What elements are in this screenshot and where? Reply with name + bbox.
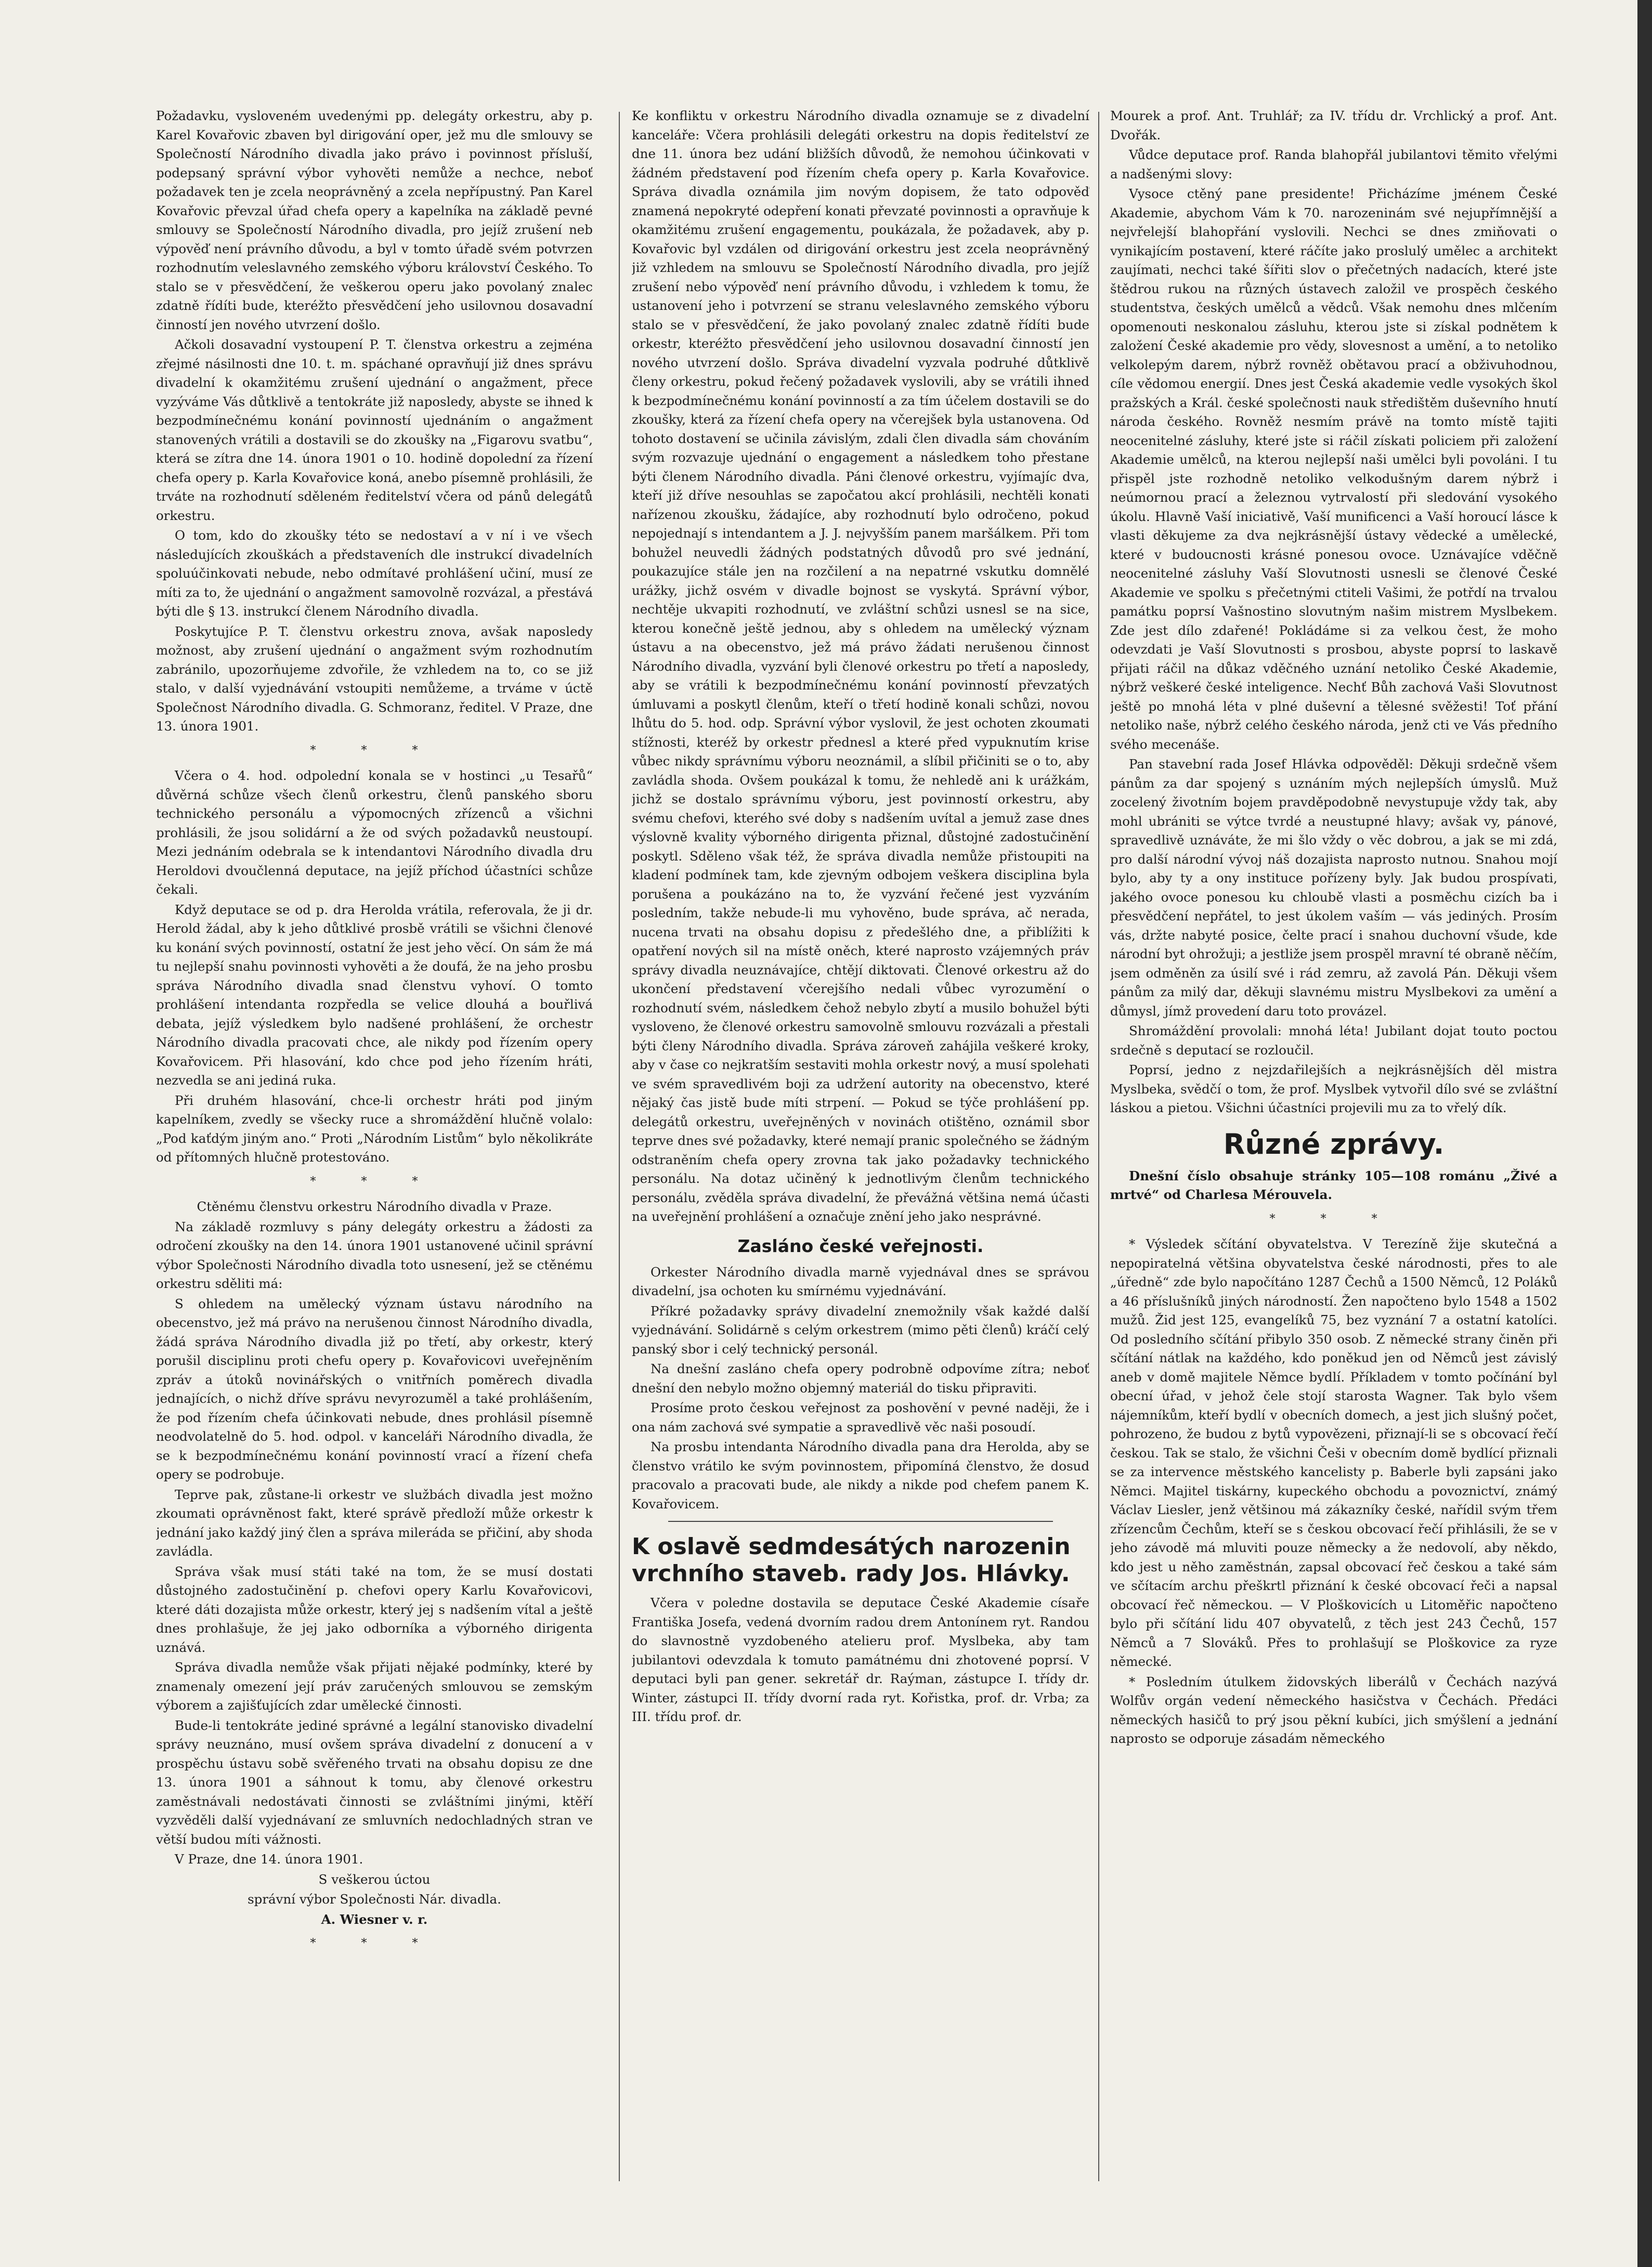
- article-paragraph: Vůdce deputace prof. Randa blahopřál jubilantovi těmito vřelými a nadšenými slovy:: [1110, 147, 1557, 181]
- article-paragraph: Teprve pak, zůstane-li orkestr ve službách divadla jest možno zkoumati oprávněnost fakt, které správě předloží může orkestr k jednání jako každý jiný člen a správa mileráda se přičiní, aby shoda zavládla.: [156, 1487, 593, 1559]
- letter-heading: Ctěnému členstvu orkestru Národního divadla v Praze.: [197, 1199, 552, 1214]
- letter-signature: A. Wiesner v. r.: [321, 1911, 428, 1927]
- article-paragraph: * Výsledek sčítání obyvatelstva. V Terezíně žije skutečná a nepopiratelná většina obyvatelstva české národnosti, přes to ale „úředně“ zde bylo napočítáno 1287 Čechů a 1500 Němců, 12 Poláků a 46 příslušníků jiných národností. Žen napočteno bylo 1548 a 1502 mužů. Žid jest 125, evangelíků 75, bez vyznání 7 a ostatní katolíci. Od posledního sčítání přibylo 350 osob. Z německé strany činěn při sčítání nátlak na každého, kdo poněkud jen od Němců jest závislý aneb v domě majitele Němce bydlí. Příkladem v tomto počínání byl obecní úřad, v jehož čele stojí starosta Wagner. Tak bylo všem nájemníkům, kteří bydlí v obecních domech, a jest jich slušný počet, pohrozeno, že budou z bytů vypovězeni, přiznají-li se s obcovací řečí českou. Tak se stalo, že všichni Češi v obecním domě bydlící přiznali se za intervence městského kancelisty p. Baberle byli zapsáni jako Němci. Majitel tiskárny, kupeckého obchodu a povoznictví, známý Václav Liesler, jenž většinou má zákazníky české, nařídil svým třem zřízencům Čechům, kteří se s českou obcovací řečí přihlásili, že se v jeho závodě má mluviti pouze německy a že nedovolí, aby někdo, kdo jest u něho zaměstnán, zapsal obcovací řeč českou a také sám ve sčítacím archu přeškrtl přiznání k české obcovací řeči a napsal obcovací řeč německou. — V Ploškovicích u Litoměřic napočteno bylo při sčítání lidu 407 obyvatelů, z těch jest 243 Čechů, 157 Němců a 7 Slováků. Přes to prohlašují se Ploškovice za ryze německé.: [1110, 1236, 1557, 1669]
- separator-stars: * * *: [310, 1175, 439, 1188]
- article-paragraph: Vysoce ctěný pane presidente! Přicházíme jménem České Akademie, abychom Vám k 70. narozeninám své nejupřímnější a nejvřelejší blahopřání vyslovili. Nechci se dnes zmiňovati o vynikajícím postavení, které ráčíte jako proslulý umělec a architekt zaujímati, nechci také šířiti slov o přečetných nadacích, které jste štědrou rukou na různých ústavech založil ve prospěch českého studentstva, českých umělců a vědců. Však nemohu dnes mlčením opomenouti neskonalou zásluhu, kterou jste si získal podnětem k založení České akademie pro vědy, slovesnost a umění, a to netoliko velkolepým darem, nýbrž rovněž obětavou prací a obživuhodnou, cíle vědomou energií. Dnes jest Česká akademie vedle vysokých škol pražských a Král. české společnosti nauk středištěm duševního hnutí národa českého. Rovněž nesmím právě na tomto místě tajiti neocenitelné zásluhy, které jste si ráčil získati policiem při založení Akademie umělců, na kterou nejlepší naši umělci byli povoláni. I tu přispěl jste rozhodně netoliko velkodušným darem nýbrž i neúmornou prací a železnou vytrvalostí při sledování vysokého úkolu. Hlavně Vaší iniciativě, Vaší munificenci a Vaší horoucí lásce k vlasti děkujeme za dva nejkrásnější ústavy vědecké a umělecké, které v budoucnosti krásné ponesou ovoce. Uznávajíce vděčně neocenitelné zásluhy Vaší Slovutnosti usnesli se členové České Akademie ve spolku s přečetnými ctiteli Vašimi, že potřdí na trvalou památku poprsí Vašnostino slovutným našim mistrem Myslbekem. Zde jest dílo zdařené! Pokládáme si za velkou čest, že moho odevzdati je Vaší Slovutnosti s prosbou, abyste poprsí to laskavě přijati ráčil na důkaz vděčného uznání netoliko České Akademie, nýbrž veškeré české inteligence. Nechť Bůh zachová Vaši Slovutnost ještě po mnohá léta v plné duševní a tělesné svěžesti! Toť přání netoliko naše, nýbrž celého českého národa, jenž cti ve Vás předního svého mecenáše.: [1110, 186, 1557, 752]
- article-paragraph: Na dnešní zasláno chefa opery podrobně odpovíme zítra; neboť dnešní den nebylo možno objemný materiál do tisku připraviti.: [632, 1361, 1089, 1396]
- section-heading-zaslano: Zasláno české veřejnosti.: [737, 1235, 984, 1256]
- article-paragraph: O tom, kdo do zkoušky této se nedostaví a v ní i ve všech následujících zkouškách a představeních dle instrukcí divadelních spoluúčinkovati nebude, nebo odmítavé prohlášení učiní, musí ze míti za to, že ujednání o angažment samovolně rozvázal, a přestává býti dle § 13. instrukcí členem Národního divadla.: [156, 528, 593, 619]
- article-paragraph: Na prosbu intendanta Národního divadla pana dra Herolda, aby se členstvo vrátilo ke svým povinnostem, připomíná členstvo, že dosud pracovalo a pracovati bude, ale nikdy a nikde pod chefem panem K. Kovařovicem.: [632, 1439, 1089, 1512]
- article-paragraph: Mourek a prof. Ant. Truhlář; za IV. třídu dr. Vrchlický a prof. Ant. Dvořák.: [1110, 108, 1557, 142]
- section-heading-oslava: K oslavě sedmdesátých narozenin vrchního staveb. rady Jos. Hlávky.: [632, 1533, 1071, 1587]
- article-paragraph: Bude-li tentokráte jediné správné a legální stanovisko divadelní správy neuznáno, musí ovšem správa divadelní z donucení a v prospěchu ústavu sobě svěřeného trvati na obsahu dopisu ze dne 13. února 1901 a sáhnout k tomu, aby členové orkestru zaměstnávali nedostávati činnosti se zvláštními jinými, ktěří vyzvěděli další vyjednávaní ze smluvních nedochladných stran ve větší budou míti vážnosti.: [156, 1717, 593, 1847]
- article-paragraph: Správa divadla nemůže však přijati nějaké podmínky, které by znamenaly omezení její práv zaručených smlouvou se zemským výborem a zajišťujících zdar umělecké činnosti.: [156, 1660, 593, 1713]
- article-paragraph: Příkré požadavky správy divadelní znemožnily však každé další vyjednávání. Solidárně s celým orkestrem (mimo pěti členů) kráčí celý panský sbor i celý technický personál.: [632, 1303, 1089, 1357]
- column-3: [1110, 107, 1557, 2207]
- article-paragraph: Když deputace se od p. dra Herolda vrátila, referovala, že ji dr. Herold žádal, aby k jeho důtklivé prosbě vrátili se všichni členové ku konání svých povinností, ostatní že jest jeho věcí. On sám že má tu nejlepší snahu povinnosti vyhověti a že doufá, že na jeho prosbu správa Národního divadla snad členstvu vyhoví. O tomto prohlášení intendanta rozpředla se velice dlouhá a bouřlivá debata, jejíž výsledkem bylo nadšené prohlášení, že orchestr Národního divadla pracovati chce, ale nikdy pod řízením opery Kovařovicem. Při hlasování, kdo chce pod jeho řízením hráti, nezvedla se ani jediná ruka.: [156, 902, 593, 1088]
- article-paragraph: Požadavku, vysloveném uvedenými pp. delegáty orkestru, aby p. Karel Kovařovic zbaven byl dirigování oper, jež mu dle smlouvy se Společností Národního divadla jako právo i povinnost přísluší, podepsaný správní výbor vyhověti nemůže a nechce, neboť požadavek ten je zcela neoprávněný a zcela nepřípustný. Pan Karel Kovařovic převzal úřad chefa opery a kapelníka na základě pevné smlouvy se Společností Národního divadla, pro jejíž zrušení neb výpověď není právního důvodu, a byl v tomto úřadě svém potvrzen rozhodnutím veleslavného zemského výboru království Českého. To stalo se v přesvědčení, že veškerou operu jako povolaný znalec zdatně řídíti bude, kteréžto přesvědčení jeho usilovnou dosavadní činností jen nového utvrzení došlo.: [156, 108, 593, 332]
- article-paragraph: Na základě rozmluvy s pány delegáty orkestru a žádosti za odročení zkoušky na den 14. února 1901 ustanovené učinil správní výbor Společnosti Národního divadla toto usnesení, jež se ctěnému orkestru sděliti má:: [156, 1219, 593, 1291]
- column-1: [156, 107, 593, 2207]
- separator-stars: * * *: [310, 744, 439, 757]
- section-heading-ruzne-zpravy: Různé zprávy.: [1223, 1127, 1445, 1161]
- article-paragraph: Poskytujíce P. T. členstvu orkestru znova, avšak naposledy možnost, aby zrušení ujednání o angažment svým rozhodnutím zabránilo, upozorňujeme zdvořile, že vzhledem na to, co se již stalo, v další vyjednávání vstoupiti nemůžeme, a trváme v úctě Společnost Národního divadla. G. Schmoranz, ředitel. V Praze, dne 13. února 1901.: [156, 623, 593, 734]
- article-paragraph: * Posledním útulkem židovských liberálů v Čechách nazývá Wolfův orgán vedení německého hasičstva v Čechách. Předáci německých hasičů to prý jsou pěkní kubíci, jich smýšlení a jednání naprosto se odporuje zásadám německého: [1110, 1674, 1557, 1746]
- letter-date: V Praze, dne 14. února 1901.: [175, 1852, 363, 1867]
- section-divider: [668, 1521, 1053, 1522]
- article-paragraph: Včera v poledne dostavila se deputace České Akademie císaře Františka Josefa, vedená dvorním radou drem Antonínem ryt. Randou do slavnostně vyzdobeného atelieru prof. Myslbeka, aby tam jubilantovi odevzdala k tomuto památnému dni zhotovené poprsí. V deputaci byli pan gener. sekretář dr. Raýman, zástupce I. třídy dr. Winter, zástupci II. třídy dvorní rada ryt. Kořistka, prof. dr. Vrba; za III. třídu prof. dr.: [632, 1595, 1089, 1724]
- letter-signatory: správní výbor Společnosti Nár. divadla.: [248, 1892, 501, 1907]
- article-paragraph: Při druhém hlasování, chce-li orchestr hráti pod jiným kapelníkem, zvedly se všecky ruce a shromáždění hlučně volalo: „Pod kaťdým jiným ano.“ Proti „Národním Listům“ bylo několikráte od přítomných hlučně protestováno.: [156, 1092, 593, 1165]
- article-paragraph: Správa však musí státi také na tom, že se musí dostati důstojného zadostučinění p. chefovi opery Karlu Kovařovicovi, které dáti dozajista může orkestr, který jej s nadšením vítal a ještě dnes prohlašuje, že jej jako odborníka a výborného dirigenta uznává.: [156, 1564, 593, 1655]
- column-rule-right: [1098, 112, 1099, 2181]
- article-paragraph: Orkester Národního divadla marně vyjednával dnes se správou divadelní, jsa ochoten ku smírnému vyjednávání.: [632, 1264, 1089, 1298]
- article-paragraph: Pan stavební rada Josef Hlávka odpověděl: Děkuji srdečně všem pánům za dar spojený s uznáním mých nejlepších úmyslů. Muž zocelený životním bojem pravděpodobně nevystupuje vždy tak, aby mohl ubrániti se výtce tvrdé a neustupné hlavy; avšak vy, pánové, spravedlivě uznáváte, že mi šlo vždy o věc dobrou, a jak se mi zdá, pro další národní vývoj náš dozajista naprosto nutnou. Snahou mojí bylo, aby ty a ony instituce pořízeny byly. Jak budou prospívati, jakého ovoce ponesou ku chloubě vlasti a posměchu cizích ba i přesvědčení nepřátel, to jest úkolem vaším — vás jediných. Prosím vás, držte nabyté posice, čelte prací i snahou duchovní všude, kde národní byt ohrožuji; a jestliže jsem prospěl mravní té obraně něčím, jsem odměněn za úsilí své i rád zemru, až zavolá Pán. Děkuji všem pánům za milý dar, děkuji slavnému mistru Myslbekovi za umění a důmysl, jímž provedení daru toto provázel.: [1110, 757, 1557, 1019]
- separator-stars: * * *: [310, 1937, 439, 1950]
- column-rule-left: [619, 112, 620, 2181]
- column-2: [632, 107, 1089, 2207]
- article-paragraph: S ohledem na umělecký význam ústavu národního na obecenstvo, jež má právo na nerušenou činnost Národního divadla, žádá správa Národního divadla již po třetí, aby orkestr, který porušil disciplinu proti chefu opery p. Kovařovicovi uveřejněním zpráv a útoků novinářských o vnitřních poměrech divadla jednajících, o nichž dříve správu nevyrozuměl a také prohlášením, že pod řízením chefa účinkovati nebude, dnes prohlásil písemně neodvolatelně do 5. hod. odpol. v kanceláři Národního divadla, že se k bezpodmínečnému konání povinností vrací a řízení chefa opery se podrobuje.: [156, 1296, 593, 1482]
- separator-stars: * * *: [1269, 1212, 1398, 1226]
- article-paragraph: Dnešní číslo obsahuje stránky 105—108 románu „Živé a mrtvé“ od Charlesa Mérouvela.: [1110, 1168, 1557, 1202]
- article-paragraph: Shromáždění provolali: mnohá léta! Jubilant dojat touto poctou srdečně s deputací se rozloučil.: [1110, 1023, 1557, 1058]
- article-paragraph: Ačkoli dosavadní vystoupení P. T. členstva orkestru a zejména zřejmé násilnosti dne 10. t. m. spáchané opravňují již dnes správu divadelní k okamžitému zrušení ujednání o angažment, přece vyzýváme Vás důtklivě a tentokráte již naposledy, abyste se ihned k bezpodmínečnému konání povinností ujednáním o angažment stanovených vrátili a dostavili se do zkoušky na „Figarovu svatbu“, která se zítra dne 14. února 1901 o 10. hodině dopolední za řízení chefa opery p. Karla Kovařovice koná, anebo písemně prohlásili, že trváte na rozhodnutí sděleném ředitelství včera od pánů delegátů orkestru.: [156, 337, 593, 523]
- scan-edge: [1637, 0, 1652, 2267]
- letter-closing: S veškerou úctou: [318, 1871, 431, 1887]
- article-paragraph: Včera o 4. hod. odpolední konala se v hostinci „u Tesařů“ důvěrná schůze všech členů orkestru, členů panského sboru technického personálu a výpomocných zřízenců a všichni prohlásili, že jsou solidární a že od svých požadavků neustoupí. Mezi jednáním odebrala se k intendantovi Národního divadla dru Heroldovi dvoučlenná deputace, na jejíž příchod účastníci schůze čekali.: [156, 768, 593, 897]
- article-paragraph: Prosíme proto českou veřejnost za poshovění v pevné naději, že i ona nám zachová své sympatie a spravedlivě věc naši posoudí.: [632, 1400, 1089, 1435]
- article-paragraph: Poprsí, jedno z nejzdařilejších a nejkrásnějších děl mistra Myslbeka, svědčí o tom, že prof. Myslbek vytvořil dílo své se zvláštní láskou a pietou. Všichni účastníci projevili mu za to vřelý dík.: [1110, 1062, 1557, 1115]
- article-paragraph: Ke konfliktu v orkestru Národního divadla oznamuje se z divadelní kanceláře: Včera prohlásili delegáti orkestru na dopis ředitelství ze dne 11. února bez udání bližších důvodů, že nemohou účinkovati v žádném představení pod řízením chefa opery p. Karla Kovařovice. Správa divadla oznámila jim novým dopisem, že tato odpověď znamená nepokryté odepření konati převzaté povinnosti a opravňuje k okamžitému zrušení engagementu, poukázala, že požadavek, aby p. Kovařovic byl vzdálen od dirigování orkestru jest zcela neoprávněný již vzhledem na smlouvu se Společností Národního divadla, pro jejíž zrušení nebo výpověď není právního důvodu, i vzhledem k tomu, že ustanovení jeho i potvrzení se stranu veleslavného zemského výboru stalo se v přesvědčení, že jako povolaný znalec zdatně řídíti bude orkestr, kteréžto přesvědčení jeho usilovnou dosavadní činností jen nového utvrzení došlo. Správa divadelní vyzvala podruhé důtklivě členy orkestru, pokud řečený požadavek vyslovili, aby se vrátili ihned k bezpodmínečnému konání povinností a za tím účelem dostavili se do zkoušky, která za řízení chefa opery na včerejšek byla ustanovena. Od tohoto dostavení se učinila závislým, zdali člen divadla sám chováním svým rozvazuje ujednání o engagement a následkem toho přestane býti členem Národního divadla. Páni členové orkestru, vyjímajíc dva, kteří již dříve nesouhlas se započatou akcí prohlásili, nechtěli konati nařízenou zkoušku, žádajíce, aby rozhodnutí bylo odročeno, pokud nepojednají s intendantem a J. J. nejvyšším panem maršálkem. Při tom bohužel neuvedli žádných podstatných důvodů pro své jednání, poukazujíce stále jen na rozčilení a na nepatrné vskutku domnělé urážky, jichž osvém v divadle bojnost se vyskytá. Správní výbor, nechtěje ukvapiti rozhodnutí, ve zvláštní schůzi usnesl se na sice, kterou konečně ještě jednou, aby s ohledem na umělecký význam ústavu a na obecenstvo, jež má právo žádati nerušenou činnost Národního divadla, vyzvání byli členové orkestru po třetí a naposledy, aby se vrátili k bezpodmínečnému konání povinností převzatých úmluvami a poskytl členům, kteří o třetí hodině konali schůzi, novou lhůtu do 5. hod. odp. Správní výbor vyslovil, že jest ochoten zkoumati stížnosti, kteréž by orkestr přednesl a které před vypuknutím krise vůbec nikdy správnímu výboru neoznámil, a slíbil přičiniti se o to, aby zavládla shoda. Ovšem poukázal k tomu, že nehledě ani k urážkám, jichž se dostalo správnímu výboru, jest povinností orkestru, aby svému chefovi, kterého své doby s nadšením uvítal a jemuž zase dnes výslovně kvality výborného dirigenta přiznal, důstojné zadostučinění poskytl. Sděleno však též, že správa divadla nemůže přistoupiti na kladení podmínek tam, kde zjevným odbojem veškera disciplina byla porušena a poukázáno na to, že vyzvání řečené jest vyzváním posledním, takže nebude-li mu vyhověno, bude správa, ač nerada, nucena trvati na obsahu dopisu z předešlého dne, a přiblížiti k opatření nových sil na místě oněch, které naprosto vzájemných práv správy divadla neuznávajíce, chtějí diktovati. Členové orkestru až do ukončení představení včerejšího nedali vůbec vyrozumění o rozhodnutí svém, následkem čehož nebylo zbytí a musilo bohužel býti vysloveno, že členové orkestru samovolně smlouvu rozvázali a přestali býti členy Národního divadla. Správa zároveň zahájila veškeré kroky, aby v čase co nejkratším sestaviti mohla orkestr nový, a musí spolehati ve svém spravedlivém boji za udržení autority na obecenstvo, které nějaký čas jistě bude míti strpení. — Pokud se týče prohlášení pp. delegátů orkestru, uveřejněných v novinách otištěno, oznámil sbor teprve dnes své požadavky, které nemají pranic společného se žádným odstraněním chefa opery zrovna tak jako požadavky technického personálu. Na dotaz učiněný k jednotlivým členům technického personálu, zvěděla správa divadelní, že převážná většina nemá účasti na uveřejnění prohlášení a označuje znění jeho jako nesprávné.: [632, 108, 1089, 1224]
